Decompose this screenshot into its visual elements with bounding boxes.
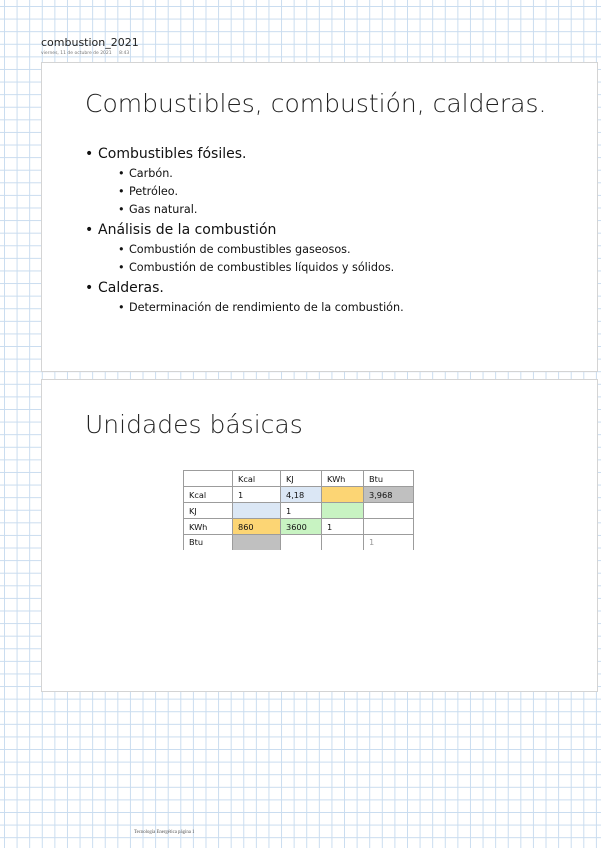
sub-bullet-item: • Combustión de combustibles líquidos y sólidos. xyxy=(118,259,404,277)
sub-bullet-item: • Combustión de combustibles gaseosos. xyxy=(118,241,404,259)
table-header-cell xyxy=(184,471,233,487)
slide-title: Unidades básicas xyxy=(85,410,303,439)
table-header-cell: KWh xyxy=(322,471,364,487)
table-header-row xyxy=(184,471,414,487)
table-cell: 860 xyxy=(233,519,281,535)
table-row xyxy=(184,487,414,503)
table-row xyxy=(184,503,414,519)
table-cell xyxy=(322,503,364,519)
slide-unidades xyxy=(41,379,598,692)
table-header-cell: Btu xyxy=(364,471,414,487)
slide-combustibles xyxy=(41,62,598,372)
sub-bullet-item: • Gas natural. xyxy=(118,201,404,219)
table-row xyxy=(184,535,414,550)
table-cell xyxy=(322,535,364,550)
date-text: viernes, 11 de octubre de 2021 xyxy=(41,51,112,56)
sub-bullet-list xyxy=(98,241,404,277)
bullet-text: Combustibles fósiles. xyxy=(98,146,247,162)
sub-bullet-item: • Determinación de rendimiento de la combustión. xyxy=(118,299,404,317)
slide-title: Combustibles, combustión, calderas. xyxy=(85,89,547,118)
table-cell: Kcal xyxy=(184,487,233,503)
bullet-item xyxy=(85,221,404,277)
table-cell: 1 xyxy=(364,535,414,550)
table-cell: KJ xyxy=(184,503,233,519)
page-title: combustion_2021 xyxy=(41,36,139,49)
page-header xyxy=(41,36,139,56)
page-footer: Tecnología Energética página 1 xyxy=(134,830,195,835)
table-cell: Btu xyxy=(184,535,233,550)
table-cell: 1 xyxy=(322,519,364,535)
table-cell xyxy=(364,503,414,519)
table-cell: 1 xyxy=(281,503,322,519)
table-cell xyxy=(281,535,322,550)
table-cell xyxy=(364,519,414,535)
bullet-list xyxy=(85,145,404,319)
table-cell: 3600 xyxy=(281,519,322,535)
units-table xyxy=(183,470,414,550)
table-cell xyxy=(233,503,281,519)
sub-bullet-item: • Carbón. xyxy=(118,165,404,183)
table-row xyxy=(184,519,414,535)
table-cell: 3,968 xyxy=(364,487,414,503)
table-cell: 4,18 xyxy=(281,487,322,503)
table-cell: KWh xyxy=(184,519,233,535)
table-cell: 1 xyxy=(233,487,281,503)
table-header-cell: KJ xyxy=(281,471,322,487)
time-text: 8:43 xyxy=(119,51,130,56)
page-date xyxy=(41,51,139,56)
sub-bullet-list xyxy=(98,165,404,219)
bullet-item xyxy=(85,145,404,219)
table-cell xyxy=(233,535,281,550)
table-cell xyxy=(322,487,364,503)
bullet-item xyxy=(85,279,404,317)
sub-bullet-item: • Petróleo. xyxy=(118,183,404,201)
bullet-text: Calderas. xyxy=(98,280,164,296)
bullet-text: Análisis de la combustión xyxy=(98,222,277,238)
table-header-cell: Kcal xyxy=(233,471,281,487)
sub-bullet-list xyxy=(98,299,404,317)
